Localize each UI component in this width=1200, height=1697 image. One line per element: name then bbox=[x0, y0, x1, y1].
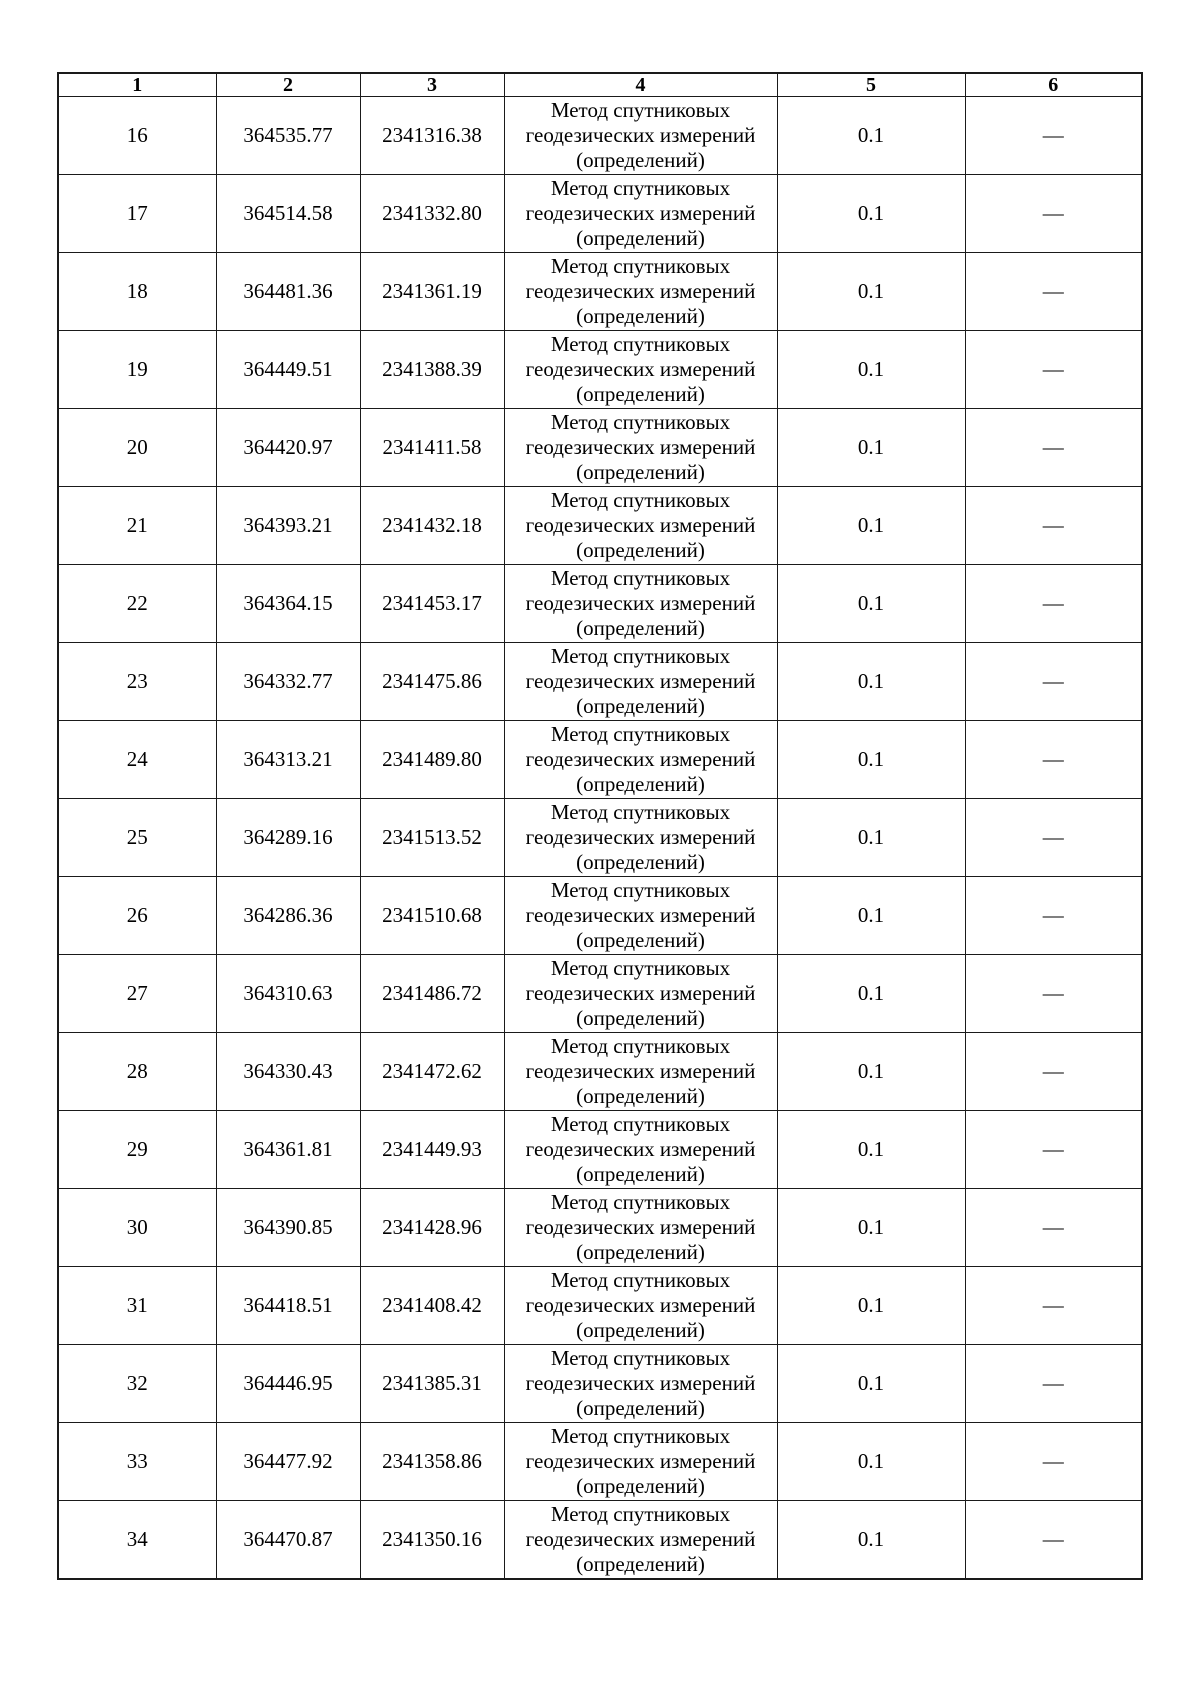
description-cell: — bbox=[965, 253, 1142, 331]
point-number-cell: 25 bbox=[58, 799, 216, 877]
method-line: геодезических измерений bbox=[525, 1371, 756, 1395]
coordinate-x-cell: 364446.95 bbox=[216, 1345, 360, 1423]
description-cell: — bbox=[965, 1267, 1142, 1345]
method-line: Метод спутниковых bbox=[550, 1424, 731, 1448]
coordinate-y-cell: 2341350.16 bbox=[360, 1501, 504, 1580]
table-row bbox=[58, 487, 1142, 565]
method-cell bbox=[504, 1189, 777, 1267]
column-header-6: 6 bbox=[965, 73, 1142, 97]
method-cell bbox=[504, 721, 777, 799]
table-row bbox=[58, 1033, 1142, 1111]
point-number-cell: 18 bbox=[58, 253, 216, 331]
column-header-1: 1 bbox=[58, 73, 216, 97]
method-line: геодезических измерений bbox=[525, 201, 756, 225]
point-number-cell: 27 bbox=[58, 955, 216, 1033]
column-header-3: 3 bbox=[360, 73, 504, 97]
accuracy-cell: 0.1 bbox=[777, 97, 965, 175]
coordinate-x-cell: 364289.16 bbox=[216, 799, 360, 877]
coordinate-x-cell: 364393.21 bbox=[216, 487, 360, 565]
description-cell: — bbox=[965, 1345, 1142, 1423]
method-cell bbox=[504, 487, 777, 565]
accuracy-cell: 0.1 bbox=[777, 955, 965, 1033]
coordinate-y-cell: 2341486.72 bbox=[360, 955, 504, 1033]
method-line: Метод спутниковых bbox=[550, 1346, 731, 1370]
table-row bbox=[58, 565, 1142, 643]
description-cell: — bbox=[965, 955, 1142, 1033]
method-cell bbox=[504, 253, 777, 331]
method-line: (определений) bbox=[576, 616, 705, 640]
description-cell: — bbox=[965, 175, 1142, 253]
description-cell: — bbox=[965, 1033, 1142, 1111]
method-line: геодезических измерений bbox=[525, 1293, 756, 1317]
table-row bbox=[58, 1111, 1142, 1189]
accuracy-cell: 0.1 bbox=[777, 643, 965, 721]
method-line: геодезических измерений bbox=[525, 279, 756, 303]
point-number-cell: 26 bbox=[58, 877, 216, 955]
description-cell: — bbox=[965, 409, 1142, 487]
method-line: геодезических измерений bbox=[525, 435, 756, 459]
method-line: геодезических измерений bbox=[525, 747, 756, 771]
table-row bbox=[58, 721, 1142, 799]
coordinate-x-cell: 364420.97 bbox=[216, 409, 360, 487]
method-line: геодезических измерений bbox=[525, 357, 756, 381]
table-row bbox=[58, 1345, 1142, 1423]
coordinate-x-cell: 364418.51 bbox=[216, 1267, 360, 1345]
coordinate-x-cell: 364481.36 bbox=[216, 253, 360, 331]
method-line: Метод спутниковых bbox=[550, 176, 731, 200]
description-cell: — bbox=[965, 799, 1142, 877]
method-line: геодезических измерений bbox=[525, 981, 756, 1005]
accuracy-cell: 0.1 bbox=[777, 1189, 965, 1267]
method-cell bbox=[504, 1033, 777, 1111]
point-number-cell: 34 bbox=[58, 1501, 216, 1580]
point-number-cell: 32 bbox=[58, 1345, 216, 1423]
coordinate-y-cell: 2341388.39 bbox=[360, 331, 504, 409]
method-line: (определений) bbox=[576, 1084, 705, 1108]
point-number-cell: 33 bbox=[58, 1423, 216, 1501]
point-number-cell: 24 bbox=[58, 721, 216, 799]
method-line: (определений) bbox=[576, 694, 705, 718]
coordinate-y-cell: 2341358.86 bbox=[360, 1423, 504, 1501]
method-cell bbox=[504, 331, 777, 409]
method-line: (определений) bbox=[576, 1240, 705, 1264]
method-line: Метод спутниковых bbox=[550, 644, 731, 668]
coordinate-y-cell: 2341453.17 bbox=[360, 565, 504, 643]
description-cell: — bbox=[965, 487, 1142, 565]
method-line: (определений) bbox=[576, 382, 705, 406]
method-line: геодезических измерений bbox=[525, 1059, 756, 1083]
table-row bbox=[58, 1423, 1142, 1501]
coordinate-x-cell: 364449.51 bbox=[216, 331, 360, 409]
coordinate-y-cell: 2341411.58 bbox=[360, 409, 504, 487]
accuracy-cell: 0.1 bbox=[777, 1501, 965, 1580]
description-cell: — bbox=[965, 1423, 1142, 1501]
method-line: Метод спутниковых bbox=[550, 410, 731, 434]
method-line: (определений) bbox=[576, 850, 705, 874]
accuracy-cell: 0.1 bbox=[777, 1267, 965, 1345]
accuracy-cell: 0.1 bbox=[777, 565, 965, 643]
method-line: геодезических измерений bbox=[525, 123, 756, 147]
coordinate-x-cell: 364286.36 bbox=[216, 877, 360, 955]
accuracy-cell: 0.1 bbox=[777, 1345, 965, 1423]
method-line: Метод спутниковых bbox=[550, 1268, 731, 1292]
column-header-4: 4 bbox=[504, 73, 777, 97]
accuracy-cell: 0.1 bbox=[777, 877, 965, 955]
method-line: (определений) bbox=[576, 1474, 705, 1498]
method-cell bbox=[504, 1111, 777, 1189]
method-line: геодезических измерений bbox=[525, 1527, 756, 1551]
accuracy-cell: 0.1 bbox=[777, 487, 965, 565]
description-cell: — bbox=[965, 721, 1142, 799]
description-cell: — bbox=[965, 565, 1142, 643]
coordinate-y-cell: 2341475.86 bbox=[360, 643, 504, 721]
table-row bbox=[58, 253, 1142, 331]
method-line: Метод спутниковых bbox=[550, 1190, 731, 1214]
method-line: (определений) bbox=[576, 1006, 705, 1030]
method-line: (определений) bbox=[576, 928, 705, 952]
method-line: Метод спутниковых bbox=[550, 800, 731, 824]
coordinate-x-cell: 364332.77 bbox=[216, 643, 360, 721]
accuracy-cell: 0.1 bbox=[777, 721, 965, 799]
coordinate-y-cell: 2341361.19 bbox=[360, 253, 504, 331]
point-number-cell: 21 bbox=[58, 487, 216, 565]
accuracy-cell: 0.1 bbox=[777, 175, 965, 253]
method-line: Метод спутниковых bbox=[550, 956, 731, 980]
method-cell bbox=[504, 877, 777, 955]
method-cell bbox=[504, 97, 777, 175]
column-header-5: 5 bbox=[777, 73, 965, 97]
accuracy-cell: 0.1 bbox=[777, 1033, 965, 1111]
coordinate-y-cell: 2341408.42 bbox=[360, 1267, 504, 1345]
coordinates-table bbox=[57, 72, 1143, 1580]
accuracy-cell: 0.1 bbox=[777, 253, 965, 331]
method-line: Метод спутниковых bbox=[550, 488, 731, 512]
table-body bbox=[58, 97, 1142, 1580]
method-line: (определений) bbox=[576, 304, 705, 328]
point-number-cell: 22 bbox=[58, 565, 216, 643]
accuracy-cell: 0.1 bbox=[777, 1111, 965, 1189]
method-line: Метод спутниковых bbox=[550, 722, 731, 746]
accuracy-cell: 0.1 bbox=[777, 331, 965, 409]
method-cell bbox=[504, 1501, 777, 1580]
method-line: Метод спутниковых bbox=[550, 332, 731, 356]
table-row bbox=[58, 955, 1142, 1033]
method-line: Метод спутниковых bbox=[550, 98, 731, 122]
method-cell bbox=[504, 565, 777, 643]
point-number-cell: 30 bbox=[58, 1189, 216, 1267]
table-row bbox=[58, 643, 1142, 721]
table-row bbox=[58, 1501, 1142, 1580]
accuracy-cell: 0.1 bbox=[777, 409, 965, 487]
point-number-cell: 19 bbox=[58, 331, 216, 409]
coordinate-x-cell: 364330.43 bbox=[216, 1033, 360, 1111]
point-number-cell: 29 bbox=[58, 1111, 216, 1189]
coordinate-y-cell: 2341432.18 bbox=[360, 487, 504, 565]
method-cell bbox=[504, 1423, 777, 1501]
coordinate-y-cell: 2341316.38 bbox=[360, 97, 504, 175]
method-line: (определений) bbox=[576, 1162, 705, 1186]
method-line: геодезических измерений bbox=[525, 591, 756, 615]
table-row bbox=[58, 175, 1142, 253]
point-number-cell: 16 bbox=[58, 97, 216, 175]
coordinate-y-cell: 2341513.52 bbox=[360, 799, 504, 877]
coordinate-x-cell: 364310.63 bbox=[216, 955, 360, 1033]
coordinate-y-cell: 2341489.80 bbox=[360, 721, 504, 799]
table-row bbox=[58, 799, 1142, 877]
method-line: геодезических измерений bbox=[525, 1137, 756, 1161]
description-cell: — bbox=[965, 643, 1142, 721]
method-line: геодезических измерений bbox=[525, 1449, 756, 1473]
point-number-cell: 20 bbox=[58, 409, 216, 487]
coordinate-x-cell: 364477.92 bbox=[216, 1423, 360, 1501]
coordinate-x-cell: 364470.87 bbox=[216, 1501, 360, 1580]
method-line: геодезических измерений bbox=[525, 825, 756, 849]
method-line: (определений) bbox=[576, 1396, 705, 1420]
method-cell bbox=[504, 643, 777, 721]
point-number-cell: 31 bbox=[58, 1267, 216, 1345]
table-row bbox=[58, 331, 1142, 409]
table-row bbox=[58, 1267, 1142, 1345]
description-cell: — bbox=[965, 97, 1142, 175]
table-row bbox=[58, 1189, 1142, 1267]
coordinate-y-cell: 2341332.80 bbox=[360, 175, 504, 253]
method-line: Метод спутниковых bbox=[550, 1112, 731, 1136]
coordinate-x-cell: 364361.81 bbox=[216, 1111, 360, 1189]
table-header bbox=[58, 73, 1142, 97]
method-line: геодезических измерений bbox=[525, 1215, 756, 1239]
method-line: (определений) bbox=[576, 148, 705, 172]
coordinate-x-cell: 364535.77 bbox=[216, 97, 360, 175]
description-cell: — bbox=[965, 331, 1142, 409]
method-cell bbox=[504, 1267, 777, 1345]
description-cell: — bbox=[965, 1501, 1142, 1580]
coordinate-y-cell: 2341510.68 bbox=[360, 877, 504, 955]
coordinate-y-cell: 2341428.96 bbox=[360, 1189, 504, 1267]
method-line: геодезических измерений bbox=[525, 903, 756, 927]
table-row bbox=[58, 877, 1142, 955]
point-number-cell: 23 bbox=[58, 643, 216, 721]
method-line: Метод спутниковых bbox=[550, 1502, 731, 1526]
coordinate-x-cell: 364364.15 bbox=[216, 565, 360, 643]
coordinate-y-cell: 2341385.31 bbox=[360, 1345, 504, 1423]
method-line: Метод спутниковых bbox=[550, 566, 731, 590]
method-cell bbox=[504, 175, 777, 253]
method-line: геодезических измерений bbox=[525, 513, 756, 537]
accuracy-cell: 0.1 bbox=[777, 799, 965, 877]
method-cell bbox=[504, 955, 777, 1033]
point-number-cell: 17 bbox=[58, 175, 216, 253]
description-cell: — bbox=[965, 1111, 1142, 1189]
method-line: геодезических измерений bbox=[525, 669, 756, 693]
method-line: (определений) bbox=[576, 538, 705, 562]
table-row bbox=[58, 97, 1142, 175]
method-line: Метод спутниковых bbox=[550, 878, 731, 902]
method-line: Метод спутниковых bbox=[550, 1034, 731, 1058]
coordinate-x-cell: 364390.85 bbox=[216, 1189, 360, 1267]
method-line: (определений) bbox=[576, 226, 705, 250]
method-line: (определений) bbox=[576, 1318, 705, 1342]
header-row bbox=[58, 73, 1142, 97]
point-number-cell: 28 bbox=[58, 1033, 216, 1111]
coordinate-y-cell: 2341472.62 bbox=[360, 1033, 504, 1111]
method-cell bbox=[504, 1345, 777, 1423]
description-cell: — bbox=[965, 1189, 1142, 1267]
method-cell bbox=[504, 409, 777, 487]
method-line: (определений) bbox=[576, 772, 705, 796]
method-cell bbox=[504, 799, 777, 877]
column-header-2: 2 bbox=[216, 73, 360, 97]
method-line: (определений) bbox=[576, 1552, 705, 1576]
coordinate-y-cell: 2341449.93 bbox=[360, 1111, 504, 1189]
coordinate-x-cell: 364514.58 bbox=[216, 175, 360, 253]
accuracy-cell: 0.1 bbox=[777, 1423, 965, 1501]
method-line: (определений) bbox=[576, 460, 705, 484]
coordinate-x-cell: 364313.21 bbox=[216, 721, 360, 799]
table-row bbox=[58, 409, 1142, 487]
method-line: Метод спутниковых bbox=[550, 254, 731, 278]
description-cell: — bbox=[965, 877, 1142, 955]
